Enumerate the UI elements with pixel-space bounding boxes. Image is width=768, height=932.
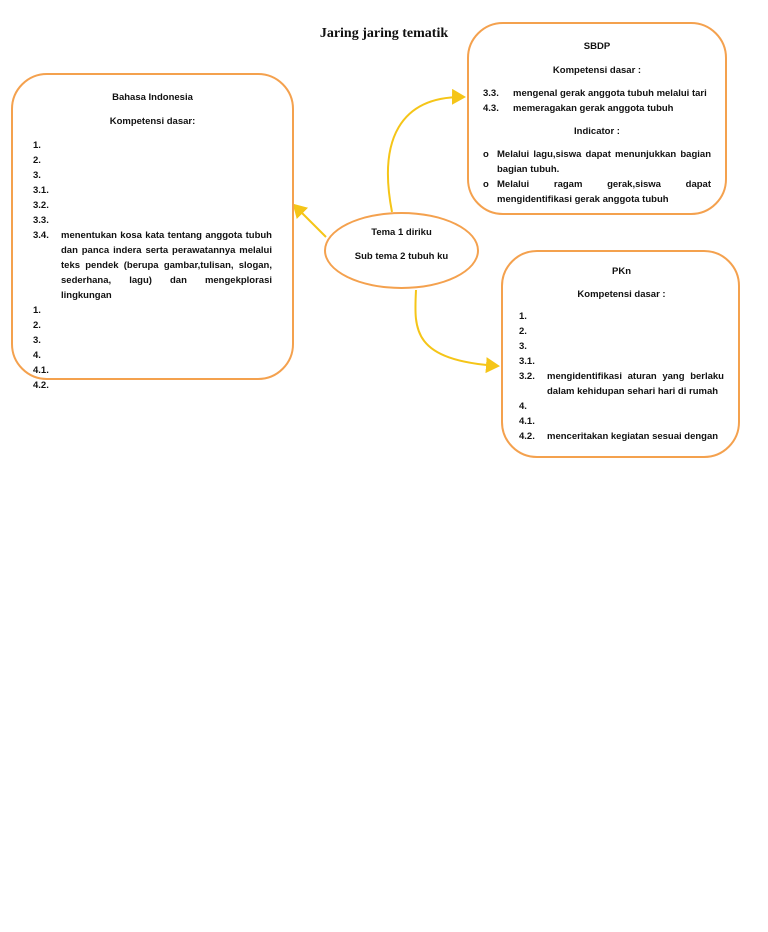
bahasa-kd-list xyxy=(33,138,272,393)
pkn-kd-text xyxy=(535,339,724,354)
bahasa-kd-item xyxy=(33,348,272,363)
pkn-kd-number: 3. xyxy=(519,341,527,352)
sbdp-indicator-text: Melalui lagu,siswa dapat menunjukkan bagian bagian tubuh. xyxy=(497,149,711,175)
bahasa-kd-number: 2. xyxy=(33,155,41,166)
sbdp-kd-item xyxy=(483,101,711,116)
bahasa-kd-text: menentukan kosa kata tentang anggota tubuh dan panca indera serta perawatannya melalui teks pendek (berupa gambar,tulisan, slogan, sederhana, lagu) dan mengekplorasi lingkungan xyxy=(61,230,272,301)
pkn-kd-text: mengidentifikasi aturan yang berlaku dalam kehidupan sehari hari di rumah xyxy=(547,371,724,397)
bullet-icon: o xyxy=(483,179,489,190)
pkn-kd-text xyxy=(547,354,724,369)
bahasa-kd-item xyxy=(33,183,272,198)
bahasa-kd-item xyxy=(33,333,272,348)
bahasa-kd-number: 3.4. xyxy=(33,230,49,241)
bahasa-kd-item xyxy=(33,213,272,228)
bahasa-indonesia-box xyxy=(11,73,294,391)
pkn-kd-item xyxy=(519,369,724,399)
pkn-kd-text xyxy=(547,414,724,429)
sbdp-kd-number: 4.3. xyxy=(483,103,499,114)
sbdp-kd-number: 3.3. xyxy=(483,88,499,99)
bahasa-kd-text xyxy=(49,318,272,333)
bahasa-kd-number: 4. xyxy=(33,350,41,361)
bahasa-kd-number: 3.2. xyxy=(33,200,49,211)
arrow-to-pkn xyxy=(415,290,498,366)
pkn-kd-text xyxy=(535,309,724,324)
sbdp-kd-text: mengenal gerak anggota tubuh melalui tari xyxy=(513,88,707,99)
bahasa-kd-number: 1. xyxy=(33,305,41,316)
bahasa-kd-text xyxy=(61,198,272,213)
sbdp-box xyxy=(467,22,727,215)
pkn-kd-number: 3.2. xyxy=(519,371,535,382)
bahasa-kd-item xyxy=(33,363,272,378)
pkn-kd-number: 1. xyxy=(519,311,527,322)
center-topic-oval xyxy=(324,212,479,289)
bahasa-kd-item xyxy=(33,198,272,213)
pkn-kd-item xyxy=(519,354,724,369)
pkn-kd-number: 3.1. xyxy=(519,356,535,367)
pkn-kd-item xyxy=(519,414,724,429)
sbdp-kd-item xyxy=(483,86,711,101)
bahasa-kd-text xyxy=(61,378,272,393)
center-subtheme: Sub tema 2 tubuh ku xyxy=(354,251,449,262)
bahasa-kd-item xyxy=(33,168,272,183)
pkn-kd-item xyxy=(519,309,724,324)
bahasa-kd-number: 3.3. xyxy=(33,215,49,226)
pkn-kd-list xyxy=(519,309,724,444)
bahasa-kd-item xyxy=(33,228,272,303)
sbdp-indicator-item xyxy=(483,177,711,207)
sbdp-indicator-list xyxy=(483,147,711,207)
pkn-kd-item xyxy=(519,429,724,444)
bahasa-kd-text xyxy=(49,303,272,318)
pkn-kd-text: menceritakan kegiatan sesuai dengan xyxy=(547,431,719,442)
pkn-kd-text xyxy=(535,399,724,414)
sbdp-heading: SBDP xyxy=(583,41,611,52)
bahasa-kd-item xyxy=(33,378,272,393)
arrow-to-sbdp xyxy=(388,97,464,212)
bullet-icon: o xyxy=(483,149,489,160)
bahasa-kd-text xyxy=(61,213,272,228)
bahasa-kd-item xyxy=(33,138,272,153)
bahasa-kd-text xyxy=(49,348,272,363)
pkn-heading: PKn xyxy=(612,266,631,277)
pkn-kd-text xyxy=(535,324,724,339)
pkn-kd-label: Kompetensi dasar : xyxy=(577,289,666,300)
bahasa-kd-text xyxy=(49,138,272,153)
pkn-kd-number: 4.2. xyxy=(519,431,535,442)
pkn-box xyxy=(501,250,740,458)
bahasa-kd-number: 4.1. xyxy=(33,365,49,376)
pkn-kd-item xyxy=(519,339,724,354)
bahasa-kd-item xyxy=(33,153,272,168)
bahasa-kd-item xyxy=(33,303,272,318)
sbdp-indicator-text: Melalui ragam gerak,siswa dapat mengidentifikasi gerak anggota tubuh xyxy=(497,179,711,205)
bahasa-heading: Bahasa Indonesia xyxy=(112,92,193,103)
bahasa-kd-number: 3.1. xyxy=(33,185,49,196)
bahasa-kd-number: 3. xyxy=(33,170,41,181)
bahasa-kd-item xyxy=(33,318,272,333)
center-theme: Tema 1 diriku xyxy=(371,227,432,238)
bahasa-kd-number: 4.2. xyxy=(33,380,49,391)
sbdp-kd-label: Kompetensi dasar : xyxy=(552,65,642,76)
sbdp-indicator-label: Indicator : xyxy=(574,126,620,137)
bahasa-kd-text xyxy=(49,153,272,168)
pkn-kd-number: 2. xyxy=(519,326,527,337)
bahasa-kd-number: 2. xyxy=(33,320,41,331)
page-title: Jaring jaring tematik xyxy=(319,26,449,41)
bahasa-kd-text xyxy=(49,333,272,348)
pkn-kd-item xyxy=(519,399,724,414)
bahasa-kd-label: Kompetensi dasar: xyxy=(109,116,196,127)
bahasa-kd-text xyxy=(61,363,272,378)
sbdp-kd-text: memeragakan gerak anggota tubuh xyxy=(513,103,674,114)
pkn-kd-number: 4.1. xyxy=(519,416,535,427)
sbdp-kd-list xyxy=(483,86,711,116)
sbdp-indicator-item xyxy=(483,147,711,177)
bahasa-kd-number: 3. xyxy=(33,335,41,346)
bahasa-kd-text xyxy=(61,183,272,198)
pkn-kd-item xyxy=(519,324,724,339)
bahasa-kd-text xyxy=(49,168,272,183)
pkn-kd-number: 4. xyxy=(519,401,527,412)
arrow-to-bahasa xyxy=(294,205,326,237)
bahasa-kd-number: 1. xyxy=(33,140,41,151)
